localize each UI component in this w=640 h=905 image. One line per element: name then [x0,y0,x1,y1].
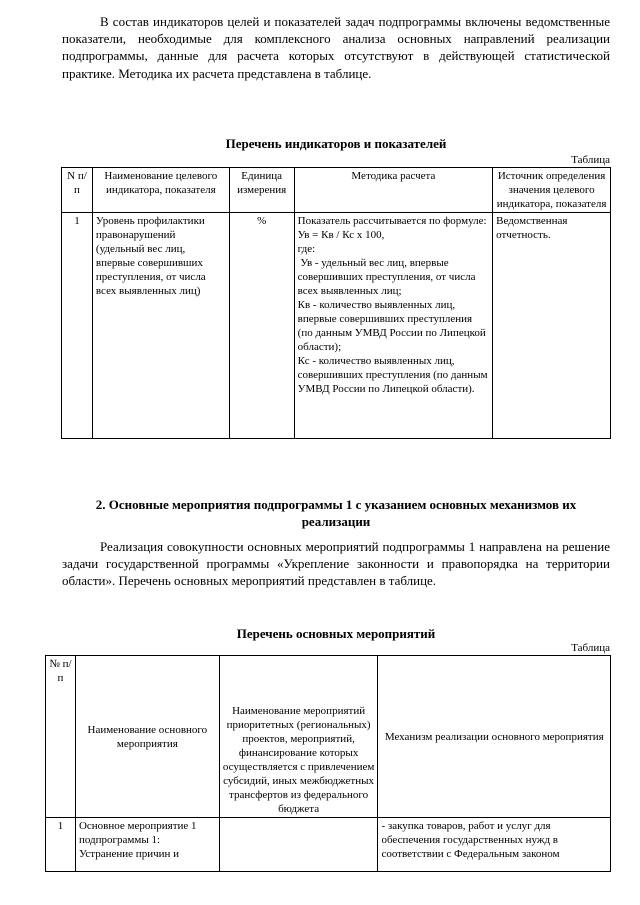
intro-paragraph: В состав индикаторов целей и показателей задач подпрограммы включены ведомственные показатели, необходимые для комплексного анализа основных направлений реализации подпрограммы, данные для расчета которых отсутствуют в действующей статистической практике. Методика их расчета представлена в таблице. [62,14,610,81]
method-line: где: [297,243,316,255]
table2-row-projects [219,818,378,872]
table2-header-name: Наименование основного мероприятия [75,656,219,818]
table2-row-mechanism: - закупка товаров, работ и услуг для обеспечения государственных нужд в соответствии с Федеральным законом [378,818,611,872]
table2-title: Перечень основных мероприятий [236,626,436,641]
table1-row-source: Ведомственная отчетность. [493,213,611,439]
table1-row-unit: % [229,213,294,439]
table-row [62,213,611,439]
table1-header-row [62,168,611,213]
table1-header-source: Источник определения значения целевого индикатора, показателя [493,168,611,213]
table1-header-name: Наименование целевого индикатора, показателя [92,168,229,213]
table-row [46,818,611,872]
table2-header-mechanism: Механизм реализации основного мероприятия [378,656,611,818]
table1-row-method [294,213,492,439]
table1-header-num: N п/п [62,168,93,213]
table2-label: Таблица [571,642,610,654]
indicators-table [61,167,611,439]
section2-paragraph: Реализация совокупности основных мероприятий подпрограммы 1 направлена на решение задачи государственной программы «Укрепление законности и правопорядка на территории области». Перечень основных мероприятий представлен в таблице. [62,539,610,589]
table2-row-name: Основное мероприятие 1 подпрограммы 1: Устранение причин и [75,818,219,872]
table1-row-num: 1 [62,213,93,439]
method-line: Ув - удельный вес лиц, впервые совершивших преступления, от числа всех выявленных лиц; [297,257,479,297]
table2-header-row [46,656,611,818]
table2-header-num: № п/п [46,656,76,818]
method-line: Кв - количество выявленных лиц, впервые совершивших преступления (по данным УМВД России по Липецкой области); [297,299,486,353]
table1-row-name: Уровень профилактики правонарушений (удельный вес лиц, впервые совершивших преступления, от числа всех выявленных лиц) [92,213,229,439]
table1-label: Таблица [571,154,610,166]
table1-header-method: Методика расчета [294,168,492,213]
measures-table [45,655,611,872]
section2-heading: 2. Основные мероприятия подпрограммы 1 с указанием основных механизмов их реализации [95,497,577,529]
method-formula: Ув = Кв / Кс x 100, [297,229,385,241]
table1-header-unit: Единица измерения [229,168,294,213]
table2-header-projects: Наименование мероприятий приоритетных (региональных) проектов, мероприятий, финансирование которых осуществляется с привлечением субсидий, иных межбюджетных трансфертов из федерального бюджета [219,656,378,818]
table2-row-num: 1 [46,818,76,872]
table1-title: Перечень индикаторов и показателей [225,136,447,151]
method-line: Показатель рассчитывается по формуле: [297,215,487,227]
method-line: Кс - количество выявленных лиц, совершивших преступления (по данным УМВД России по Липецкой области). [297,355,488,395]
